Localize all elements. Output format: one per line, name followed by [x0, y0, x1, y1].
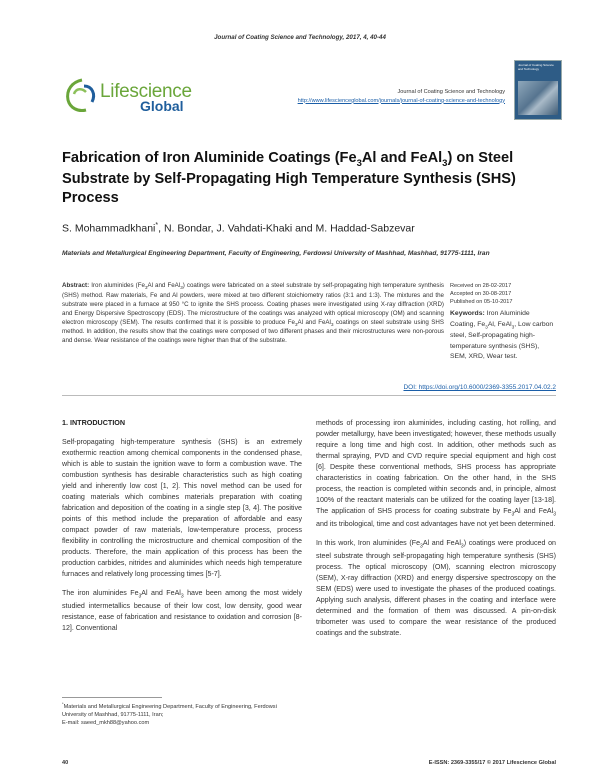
accepted-date: Accepted on 30-08-2017 [450, 291, 512, 298]
logo-global: Global [140, 98, 184, 114]
footnote: *Materials and Metallurgical Engineering Department, Faculty of Engineering, Ferdowsi University of Mashhad, 91775-1111, Iran; E-mail: saeed_mkh88@yahoo.com [62, 701, 302, 727]
issn-footer: E-ISSN: 2369-3355/17 © 2017 Lifescience Global [428, 760, 556, 766]
author-list: S. Mohammadkhani*, N. Bondar, J. Vahdati-Khaki and M. Haddad-Sabzevar [62, 222, 415, 235]
left-column [62, 437, 302, 642]
affiliation: Materials and Metallurgical Engineering Department, Faculty of Engineering, Ferdowsi University of Mashhad, Mashhad, 91775-1111, Iran [62, 250, 490, 257]
published-date: Published on 05-10-2017 [450, 299, 513, 306]
article-dates [450, 282, 513, 306]
cover-title: Journal of Coating Science and Technology [518, 63, 554, 71]
divider [62, 395, 556, 396]
corresponding-email: E-mail: saeed_mkh88@yahoo.com [62, 720, 150, 727]
publisher-logo[interactable] [62, 76, 232, 116]
journal-name: Journal of Coating Science and Technology [397, 89, 505, 95]
paragraph: Self-propagating high-temperature synthesis (SHS) is an extremely exothermic reaction among chemical components in the condensed phase, which is able to sustain the ignition wave to form a combustion wave. The combustion synthesis has desirable characteristics such as high coating yield and inherently low cost [1, 2]. This novel method can be used for coating materials which combines materials preparation with coating fabrication and deposition of the coating in a single step [3, 4]. The positive points of this method include the preparation of affordable and easy compact powder of raw materials, low-temperature process, process flexibility in controlling the microstructure and chemical composition of the products. Therefore, the main application of this process has been the production carbides, nitrides and aluminides which needs high temperature furnaces and relatively long processing times [5-7]. [62, 438, 302, 578]
paragraph: In this work, Iron aluminides ($Fe_3Al$ and FeAl$_3$) coatings were produced on steel substrate through self-propagating high temperature synthesis (SHS) process. The optical microscopy (OM), scanning electron microscopy (SEM), X-ray diffraction (XRD) and energy dispersive spectroscopy on the SEM (EDS) were used to investigate the phases of the produced coatings. Applying such analysis, different phases in the coating and interface were determined and the formation of them was discussed. A pin-on-disk tribometer was used to compare the wear resistance of the produced coatings and the substrate. [316, 539, 557, 638]
received-date: Received on 28-02-2017 [450, 283, 512, 289]
logo-swirl-icon [62, 76, 102, 116]
abstract: Abstract: Iron aluminides ($Fe_3Al$ and FeAl$_3$) coatings were fabricated on a steel substrate by self-propagating high temperature synthesis (SHS) method. Raw materials, Fe and Al powders, were mixed at two different stoichiometry ratios (3:1 and 1:3). The mixtures and the substrate were placed in a furnace at 950 °C to ignite the SHS process. Coating phases were investigated using X-ray diffraction (XRD) and Energy Dispersive Spectroscopy (EDS). The microstructure of the coatings was analyzed with optical microscopy (OM) and scanning electron microscopy (SEM). The results confirmed that it is possible to produce $Fe_3Al$ and FeAl$_3$ coatings on steel substrate using SHS method. In addition, the results show that the coatings were composed of two different phases and their microstructures were non-porous and dense. Wear resistance of the coatings were higher than that of the substrate. [62, 282, 445, 345]
keywords: Keywords: Iron Aluminide Coating, $Fe_3Al$, FeAl$_3$, Low carbon steel, Self-propagating high-temperature synthesis (SHS), SEM, XRD, Wear test. [450, 310, 554, 361]
paper-title: Fabrication of Iron Aluminide Coatings ($Fe_3Al$ and FeAl$_3$) on Steel Substrate by Self-Propagating High Temperature Synthesis (SHS) Process [62, 150, 516, 206]
journal-url-link[interactable]: http://www.lifescienceglobal.com/journals/journal-of-coating-science-and-technology [297, 97, 505, 104]
logo-lifescience: Lifescience [100, 81, 192, 102]
section-heading: 1. INTRODUCTION [62, 418, 126, 427]
journal-reference [298, 88, 505, 105]
paragraph: methods of processing iron aluminides, including casting, hot rolling, and powder metallurgy, have been investigated; however, these methods usually require a long time and high cost. In addition, other methods such as thermal spraying, PVD and CVD require special equipment and high cost [6]. Despite these conventional methods, SHS process has appropriate characteristics in coating fabrication. On the other hand, in the SHS process, the reaction is completed within seconds and, in principle, almost 100% of the reactant materials can be utilized for the coating layer [13-18]. The application of SHS process for coating substrate by $Fe_3Al$ and FeAl$_3$ and its tribological, time and cost advantages have not yet been determined. [316, 419, 556, 529]
journal-header: Journal of Coating Science and Technology, 2017, 4, 40-44 [214, 34, 386, 41]
footnote-divider [62, 697, 162, 698]
right-column [316, 418, 556, 647]
keywords-label: Keywords: [450, 310, 485, 317]
doi-link[interactable]: DOI: https://doi.org/10.6000/2369-3355.2017.04.02.2 [403, 384, 556, 391]
paragraph: The iron aluminides $Fe_3Al$ and FeAl$_3$ have been among the most widely studied intermetallics because of their low cost, low density, good wear resistance, ease of fabrication and resistance to oxidation and corrosion [8-12]. Conventional [62, 588, 302, 632]
journal-cover-image [514, 60, 562, 120]
cover-photo [518, 81, 558, 115]
page-number: 40 [62, 760, 69, 766]
abstract-label: Abstract: [62, 282, 90, 289]
